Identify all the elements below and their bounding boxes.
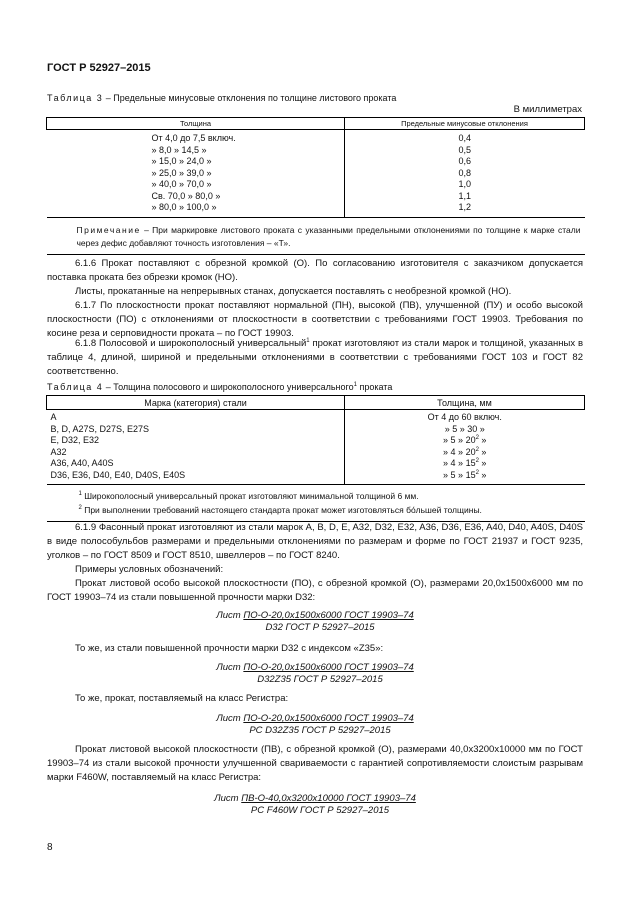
example-3-text: То же, прокат, поставляемый на класс Регистра: xyxy=(75,693,289,704)
table-row: D36, E36, D40, E40, D40S, E40S » 5 » $15^2$ » xyxy=(47,470,585,485)
table3-note-row xyxy=(47,217,585,254)
document-header: ГОСТ Р 52927–2015 xyxy=(47,62,151,74)
example-4-designation: Лист ПВ-О-40,0х3200х10000 ГОСТ 19903–74 РС F460W ГОСТ Р 52927–2015 xyxy=(214,793,416,816)
table-row: От 4,0 до 7,5 включ. 0,4 xyxy=(47,130,585,145)
table4-header-row xyxy=(47,396,585,410)
table-row: E, D32, E32 » 5 » $20^2$ » xyxy=(47,435,585,447)
table4 xyxy=(46,395,585,522)
example-1-text: Прокат листовой особо высокой плоскостности (ПО), с обрезной кромкой (О), размерами 20,0х1500х6000 мм по ГОСТ 19903–74 из стали повышенной прочности марки D32: xyxy=(47,578,583,603)
example-2-designation: Лист ПО-О-20,0х1500х6000 ГОСТ 19903–74 D32Z35 ГОСТ Р 52927–2015 xyxy=(216,662,414,685)
table3-col-thickness: Толщина xyxy=(47,118,345,130)
table4-footnote-1: $^1$ Широкополосный универсальный прокат изготовляют минимальной толщиной 6 мм. xyxy=(78,491,419,501)
table4-footnotes-row xyxy=(47,485,585,522)
table3-caption: Таблица 3 – Предельные минусовые отклонения по толщине листового проката xyxy=(47,93,397,103)
table3-unit: В миллиметрах xyxy=(513,104,582,115)
table-row: A От 4 до 60 включ. xyxy=(47,410,585,424)
example-2-text: То же, из стали повышенной прочности марки D32 с индексом «Z35»: xyxy=(75,643,384,654)
table-row: Св. 70,0 » 80,0 » 1,1 xyxy=(47,191,585,203)
table3 xyxy=(46,117,585,255)
table-row: A36, A40, A40S » 4 » $15^2$ » xyxy=(47,458,585,470)
example-4-text: Прокат листовой высокой плоскостности (ПВ), с обрезной кромкой (О), размерами 40,0х3200х10000 мм по ГОСТ 19903–74 из стали высокой прочности улучшенной свариваемости с гарантией сопротивляемости слоистым разрывам марки F460W, поставляемый на класс Регистра: xyxy=(47,744,583,783)
paragraph-6-1-9: 6.1.9 Фасонный прокат изготовляют из стали марок A, B, D, E, A32, D32, E32, A36, D36, E36, A40, D40, A40S, D40S в виде полособульбов размерами и предельными отклонениями по размерам и форме по ГОСТ 21937 и ГОСТ 9235, уголков – по ГОСТ 8509 и ГОСТ 8510, швеллеров – по ГОСТ 8240. xyxy=(47,522,583,561)
table-row: A32 » 4 » $20^2$ » xyxy=(47,447,585,459)
table4-footnotes xyxy=(47,485,585,522)
table-row: » 15,0 » 24,0 » 0,6 xyxy=(47,156,585,168)
table-row: » 25,0 » 39,0 » 0,8 xyxy=(47,168,585,180)
table4-footnote-2: $^2$ При выполнении требований настоящего стандарта прокат может изготовляться бо́льшей толщины. xyxy=(78,505,482,515)
examples-title: Примеры условных обозначений: xyxy=(75,564,224,575)
table-row: » 8,0 » 14,5 » 0,5 xyxy=(47,145,585,157)
paragraph-6-1-8: 6.1.8 Полосовой и широкополосный универсальный$^1$ прокат изготовляют из стали марок и толщиной, указанных в таблице 4, длиной, шириной и предельными отклонениями в соответствии с требованиями ГОСТ 103 и ГОСТ 82 соответственно. xyxy=(47,337,583,377)
table3-note: Примечание – При маркировке листового проката с указанными предельными отклонениями по толщине к марке стали через дефис добавляют точность изготовления – «Т». xyxy=(47,217,585,254)
page-number: 8 xyxy=(47,842,53,853)
table4-col-thickness: Толщина, мм xyxy=(345,396,585,410)
table-row: » 40,0 » 70,0 » 1,0 xyxy=(47,179,585,191)
table-row: » 80,0 » 100,0 » 1,2 xyxy=(47,202,585,217)
table4-col-grade: Марка (категория) стали xyxy=(47,396,345,410)
table3-header-row xyxy=(47,118,585,130)
example-1-designation: Лист ПО-О-20,0х1500х6000 ГОСТ 19903–74 D32 ГОСТ Р 52927–2015 xyxy=(216,610,414,633)
table-row: B, D, A27S, D27S, E27S » 5 » 30 » xyxy=(47,424,585,436)
table3-col-deviation: Предельные минусовые отклонения xyxy=(345,118,585,130)
paragraph-6-1-7: 6.1.7 По плоскостности прокат поставляют нормальной (ПН), высокой (ПВ), улучшенной (ПУ) и особо высокой плоскостности (ПО) с отклонениями от плоскостности в соответствии с требованиями ГОСТ 19903. Требования по косине реза и серповидности проката – по ГОСТ 19903. xyxy=(47,300,583,339)
paragraph-6-1-6-b: Листы, прокатанные на непрерывных станах, допускается поставлять с необрезной кромкой (НО). xyxy=(75,286,512,297)
paragraph-6-1-6: 6.1.6 Прокат поставляют с обрезной кромкой (О). По согласованию изготовителя с заказчиком допускается поставка проката без обрезки кромок (НО). xyxy=(47,258,583,283)
example-3-designation: Лист ПО-О-20,0х1500х6000 ГОСТ 19903–74 РС D32Z35 ГОСТ Р 52927–2015 xyxy=(216,713,414,736)
table4-caption: Таблица 4 – Толщина полосового и широкополосного универсального$^1$ проката xyxy=(47,382,393,392)
